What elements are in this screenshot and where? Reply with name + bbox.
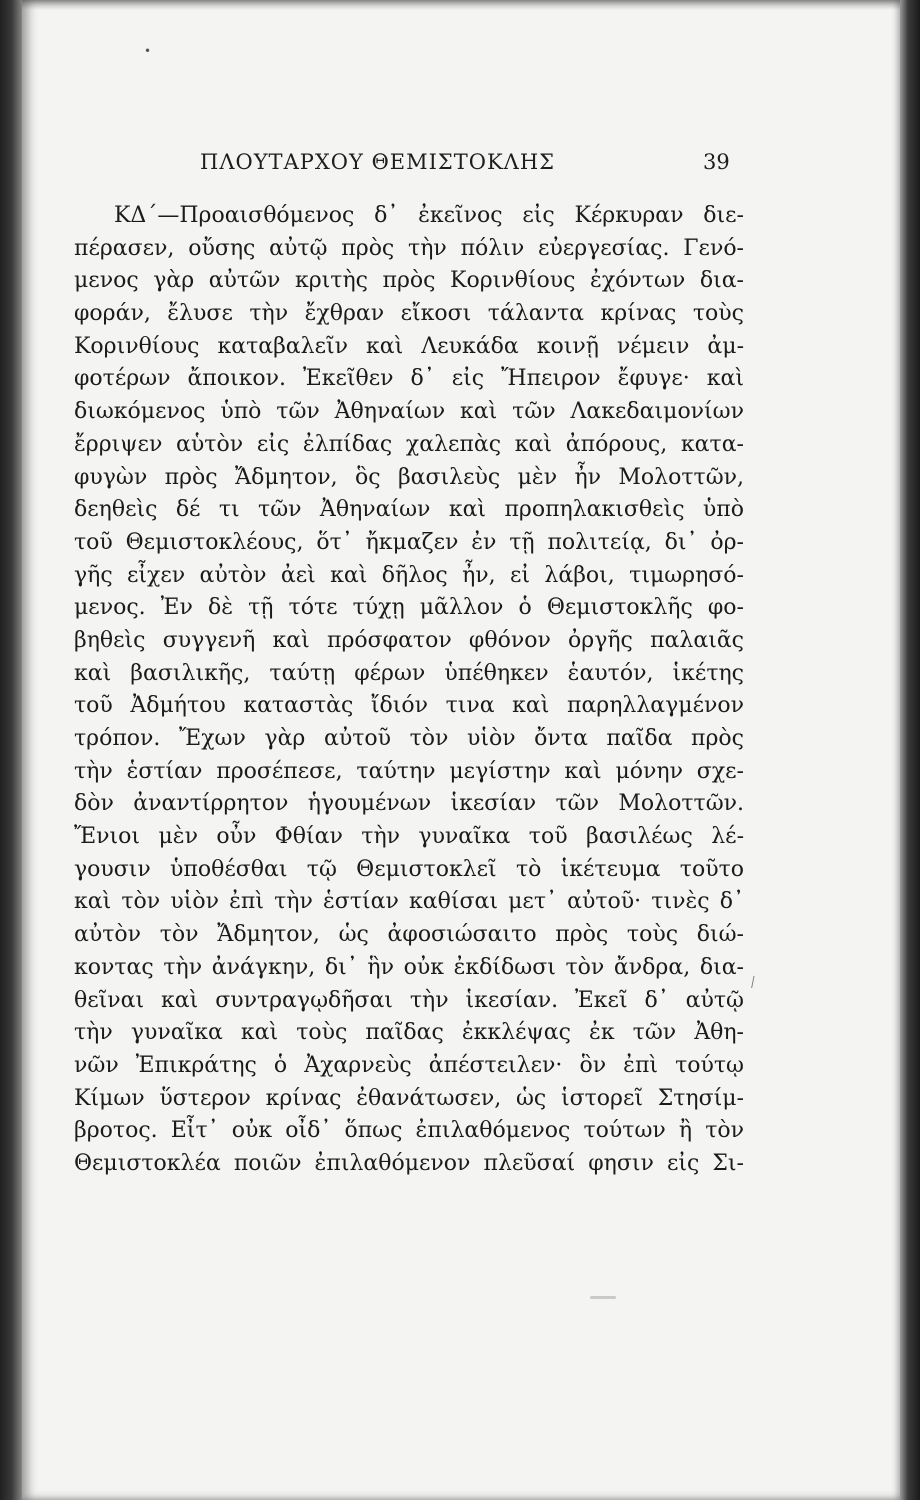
text-line: μενος. Ἐν δὲ τῇ τότε τύχῃ μᾶλλον ὁ Θεμιστοκλῆς φο- — [74, 595, 744, 621]
text-line: δεηθεὶς δέ τι τῶν Ἀθηναίων καὶ προπηλακισθεὶς ὑπὸ — [74, 497, 744, 523]
body-text — [74, 200, 744, 1181]
text-line: πέρασεν, οὔσης αὐτῷ πρὸς τὴν πόλιν εὐεργεσίας. Γενό- — [74, 235, 744, 261]
ink-speck: • — [144, 44, 152, 58]
text-line: γῆς εἶχεν αὐτὸν ἀεὶ καὶ δῆλος ἦν, εἰ λάβοι, τιμωρησό- — [74, 562, 744, 588]
text-line: γουσιν ὑποθέσθαι τῷ Θεμιστοκλεῖ τὸ ἱκέτευμα τοῦτο — [74, 856, 744, 882]
text-line: ἔρριψεν αὑτὸν εἰς ἐλπίδας χαλεπὰς καὶ ἀπόρους, κατα- — [74, 431, 744, 457]
page-right-edge — [900, 0, 920, 1500]
text-line: τρόπον. Ἔχων γὰρ αὐτοῦ τὸν υἱὸν ὄντα παῖδα πρὸς — [74, 726, 744, 751]
text-line: διωκόμενος ὑπὸ τῶν Ἀθηναίων καὶ τῶν Λακεδαιμονίων — [74, 399, 744, 425]
running-head-title: ΠΛΟΥΤΑΡΧΟΥ ΘΕΜΙΣΤΟΚΛΗΣ — [200, 150, 555, 174]
text-line: θεῖναι καὶ συντραγῳδῆσαι τὴν ἱκεσίαν. Ἐκεῖ δ᾽ αὐτῷ — [74, 987, 744, 1013]
text-line: μενος γὰρ αὐτῶν κριτὴς πρὸς Κορινθίους ἐχόντων δια- — [74, 268, 744, 294]
text-line: νῶν Ἐπικράτης ὁ Ἀχαρνεὺς ἀπέστειλεν· ὃν ἐπὶ τούτῳ — [74, 1052, 744, 1078]
text-line: καὶ τὸν υἱὸν ἐπὶ τὴν ἑστίαν καθίσαι μετ᾽ αὐτοῦ· τινὲς δ᾽ — [74, 889, 744, 915]
text-line: τὴν ἑστίαν προσέπεσε, ταύτην μεγίστην καὶ μόνην σχε- — [74, 758, 744, 784]
text-line: βροτος. Εἶτ᾽ οὐκ οἶδ᾽ ὅπως ἐπιλαθόμενος τούτων ἢ τὸν — [74, 1118, 744, 1144]
ink-smudge — [590, 1296, 616, 1299]
text-line: τοῦ Ἀδμήτου καταστὰς ἴδιόν τινα καὶ παρηλλαγμένον — [74, 693, 744, 719]
text-line: Θεμιστοκλέα ποιῶν ἐπιλαθόμενον πλεῦσαί φησιν εἰς Σι- — [74, 1150, 744, 1176]
text-line: αὐτὸν τὸν Ἄδμητον, ὡς ἀφοσιώσαιτο πρὸς τοὺς διώ- — [74, 922, 744, 948]
text-line: Κορινθίους καταβαλεῖν καὶ Λευκάδα κοινῇ νέμειν ἀμ- — [74, 333, 744, 359]
text-line: τοῦ Θεμιστοκλέους, ὅτ᾽ ἤκμαζεν ἐν τῇ πολιτείᾳ, δι᾽ ὀρ- — [74, 529, 744, 555]
margin-pencil-mark: ⁄ — [749, 975, 758, 991]
text-line: βηθεὶς συγγενῆ καὶ πρόσφατον φθόνον ὀργῆς παλαιᾶς — [74, 627, 744, 653]
text-line: τὴν γυναῖκα καὶ τοὺς παῖδας ἐκκλέψας ἐκ τῶν Ἀθη- — [74, 1020, 744, 1046]
page-number: 39 — [703, 150, 730, 174]
text-line: ΚΔ΄—Προαισθόμενος δ᾽ ἐκεῖνος εἰς Κέρκυραν διε- — [114, 203, 744, 228]
text-line: κοντας τὴν ἀνάγκην, δι᾽ ἣν οὐκ ἐκδίδωσι τὸν ἄνδρα, δια- — [74, 954, 744, 980]
text-line: Ἔνιοι μὲν οὖν Φθίαν τὴν γυναῖκα τοῦ βασιλέως λέ- — [74, 824, 744, 850]
text-line: καὶ βασιλικῆς, ταύτῃ φέρων ὑπέθηκεν ἑαυτόν, ἱκέτης — [74, 660, 744, 686]
text-line: φυγὼν πρὸς Ἄδμητον, ὃς βασιλεὺς μὲν ἦν Μολοττῶν, — [74, 464, 744, 490]
top-edge-shadow — [22, 0, 900, 10]
text-line: Κίμων ὕστερον κρίνας ἐθανάτωσεν, ὡς ἱστορεῖ Στησίμ- — [74, 1085, 744, 1111]
text-line: δὸν ἀναντίρρητον ἡγουμένων ἱκεσίαν τῶν Μολοττῶν. — [74, 791, 744, 817]
text-line: φοράν, ἔλυσε τὴν ἔχθραν εἴκοσι τάλαντα κρίνας τοὺς — [74, 301, 744, 327]
text-line: φοτέρων ἄποικον. Ἐκεῖθεν δ᾽ εἰς Ἤπειρον ἔφυγε· καὶ — [74, 366, 744, 392]
